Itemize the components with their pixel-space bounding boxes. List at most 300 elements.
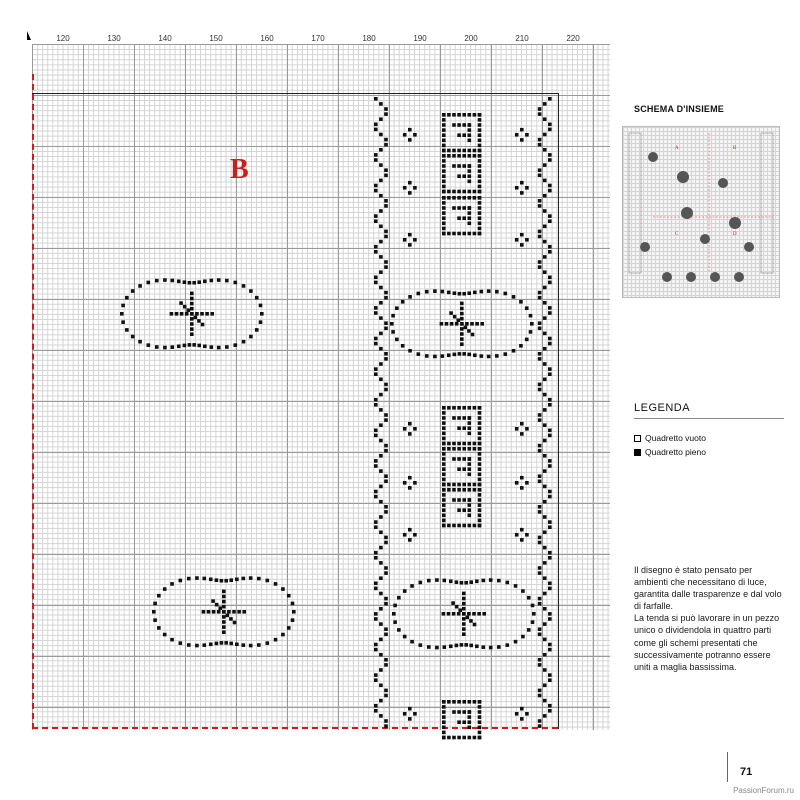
filled-cell bbox=[188, 281, 192, 285]
filled-cell bbox=[403, 589, 407, 593]
filled-cell bbox=[527, 596, 531, 600]
filled-cell bbox=[257, 577, 261, 581]
filled-cell bbox=[215, 642, 219, 646]
filled-cell bbox=[462, 483, 466, 487]
filled-cell bbox=[442, 196, 446, 200]
filled-cell bbox=[538, 694, 542, 698]
filled-cell bbox=[197, 280, 201, 284]
filled-cell bbox=[249, 289, 253, 293]
filled-cell bbox=[452, 524, 456, 528]
filled-cell bbox=[433, 289, 437, 293]
filled-cell bbox=[229, 617, 233, 621]
filled-cell bbox=[468, 514, 472, 518]
filled-cell bbox=[384, 663, 388, 667]
filled-cell bbox=[190, 322, 194, 326]
filled-cell bbox=[374, 704, 378, 708]
filled-cell bbox=[391, 330, 395, 334]
filled-cell bbox=[538, 510, 542, 514]
filled-cell bbox=[194, 316, 198, 320]
filled-cell bbox=[468, 447, 472, 451]
filled-cell bbox=[538, 566, 542, 570]
filled-cell bbox=[202, 610, 206, 614]
filled-cell bbox=[519, 300, 523, 304]
filled-cell bbox=[225, 345, 229, 349]
filled-cell bbox=[442, 705, 446, 709]
filled-cell bbox=[548, 306, 552, 310]
filled-cell bbox=[457, 483, 461, 487]
filled-cell bbox=[442, 411, 446, 415]
filled-cell bbox=[468, 113, 472, 117]
filled-cell bbox=[467, 291, 471, 295]
filled-cell bbox=[374, 520, 378, 524]
filled-cell bbox=[515, 481, 519, 485]
filled-cell bbox=[495, 354, 499, 358]
filled-cell bbox=[505, 581, 509, 585]
filled-cell bbox=[464, 326, 468, 330]
filled-cell bbox=[457, 406, 461, 410]
filled-cell bbox=[440, 322, 444, 326]
filled-cell bbox=[447, 149, 451, 153]
filled-cell bbox=[442, 524, 446, 528]
filled-cell bbox=[179, 579, 183, 583]
filled-cell bbox=[543, 179, 547, 183]
filled-cell bbox=[543, 408, 547, 412]
filled-cell bbox=[442, 473, 446, 477]
filled-cell bbox=[548, 123, 552, 127]
filled-cell bbox=[543, 316, 547, 320]
filled-cell bbox=[190, 307, 194, 311]
filled-cell bbox=[147, 281, 151, 285]
filled-cell bbox=[447, 483, 451, 487]
filled-cell bbox=[384, 291, 388, 295]
filled-cell bbox=[442, 118, 446, 122]
filled-cell bbox=[442, 128, 446, 132]
filled-cell bbox=[538, 536, 542, 540]
filled-cell bbox=[403, 533, 407, 537]
filled-cell bbox=[460, 322, 464, 326]
filled-cell bbox=[379, 362, 383, 366]
filled-cell bbox=[384, 536, 388, 540]
filled-cell bbox=[538, 199, 542, 203]
filled-cell bbox=[177, 344, 181, 348]
filled-cell bbox=[374, 97, 378, 101]
filled-cell bbox=[384, 112, 388, 116]
filled-cell bbox=[442, 232, 446, 236]
filled-cell bbox=[548, 429, 552, 433]
filled-cell bbox=[468, 128, 472, 132]
filled-cell bbox=[195, 312, 199, 316]
filled-cell bbox=[131, 289, 135, 293]
filled-cell bbox=[538, 474, 542, 478]
filled-cell bbox=[447, 154, 451, 158]
filled-cell bbox=[462, 467, 466, 471]
filled-cell bbox=[384, 174, 388, 178]
filled-cell bbox=[480, 290, 484, 294]
filled-cell bbox=[447, 736, 451, 740]
filled-cell bbox=[543, 469, 547, 473]
filled-cell bbox=[384, 357, 388, 361]
filled-cell bbox=[538, 627, 542, 631]
filled-cell bbox=[379, 638, 383, 642]
filled-cell bbox=[543, 638, 547, 642]
filled-cell bbox=[462, 607, 466, 611]
filled-cell bbox=[183, 344, 187, 348]
filled-cell bbox=[384, 719, 388, 723]
filled-cell bbox=[457, 720, 461, 724]
filled-cell bbox=[374, 342, 378, 346]
filled-cell bbox=[457, 612, 461, 616]
filled-cell bbox=[478, 196, 482, 200]
filled-cell bbox=[183, 305, 187, 309]
filled-cell bbox=[478, 715, 482, 719]
filled-cell bbox=[538, 719, 542, 723]
filled-cell bbox=[413, 427, 417, 431]
filled-cell bbox=[529, 330, 533, 334]
filled-cell bbox=[179, 301, 183, 305]
section-label: B bbox=[230, 154, 249, 185]
filled-cell bbox=[482, 579, 486, 583]
filled-cell bbox=[442, 452, 446, 456]
filled-cell bbox=[478, 123, 482, 127]
column-tick: 170 bbox=[311, 34, 325, 43]
filled-cell bbox=[435, 646, 439, 650]
filled-cell bbox=[374, 245, 378, 249]
filled-cell bbox=[233, 621, 237, 625]
filled-cell bbox=[538, 602, 542, 606]
filled-cell bbox=[452, 123, 456, 127]
filled-cell bbox=[515, 133, 519, 137]
filled-cell bbox=[442, 144, 446, 148]
filled-cell bbox=[538, 174, 542, 178]
filled-cell bbox=[440, 290, 444, 294]
filled-cell bbox=[543, 531, 547, 535]
filled-cell bbox=[538, 107, 542, 111]
filled-cell bbox=[379, 714, 383, 718]
filled-cell bbox=[462, 457, 466, 461]
filled-cell bbox=[543, 148, 547, 152]
filled-cell bbox=[447, 406, 451, 410]
filled-cell bbox=[468, 726, 472, 730]
filled-cell bbox=[543, 378, 547, 382]
filled-cell bbox=[374, 464, 378, 468]
filled-cell bbox=[384, 689, 388, 693]
filled-cell bbox=[462, 720, 466, 724]
filled-cell bbox=[384, 138, 388, 142]
filled-cell bbox=[462, 352, 466, 356]
filled-cell bbox=[543, 653, 547, 657]
filled-cell bbox=[442, 462, 446, 466]
filled-cell bbox=[442, 488, 446, 492]
filled-cell bbox=[452, 483, 456, 487]
filled-cell bbox=[419, 643, 423, 647]
filled-cell bbox=[478, 447, 482, 451]
filled-cell bbox=[233, 281, 237, 285]
filled-cell bbox=[525, 533, 529, 537]
filled-cell bbox=[538, 357, 542, 361]
filled-cell bbox=[468, 222, 472, 226]
filled-cell bbox=[468, 421, 472, 425]
filled-cell bbox=[453, 291, 457, 295]
filled-cell bbox=[379, 500, 383, 504]
filled-cell bbox=[374, 337, 378, 341]
filled-cell bbox=[480, 322, 484, 326]
filled-cell bbox=[401, 344, 405, 348]
filled-cell bbox=[401, 300, 405, 304]
filled-cell bbox=[538, 480, 542, 484]
filled-cell bbox=[163, 346, 167, 350]
filled-cell bbox=[468, 700, 472, 704]
filled-cell bbox=[478, 159, 482, 163]
filled-cell bbox=[478, 483, 482, 487]
filled-cell bbox=[403, 635, 407, 639]
filled-cell bbox=[462, 612, 466, 616]
filled-cell bbox=[408, 349, 412, 353]
filled-cell bbox=[460, 342, 464, 346]
overview-label-d: D bbox=[733, 232, 737, 237]
filled-cell bbox=[548, 612, 552, 616]
filled-cell bbox=[452, 113, 456, 117]
filled-cell bbox=[442, 222, 446, 226]
filled-cell bbox=[538, 291, 542, 295]
filled-cell bbox=[384, 383, 388, 387]
filled-cell bbox=[442, 447, 446, 451]
filled-cell bbox=[379, 408, 383, 412]
filled-cell bbox=[379, 179, 383, 183]
filled-cell bbox=[447, 442, 451, 446]
filled-cell bbox=[462, 524, 466, 528]
filled-cell bbox=[217, 278, 221, 282]
filled-cell bbox=[531, 604, 535, 608]
filled-cell bbox=[548, 214, 552, 218]
filled-cell bbox=[379, 316, 383, 320]
overview-thumbnail bbox=[622, 126, 780, 298]
filled-cell bbox=[138, 284, 142, 288]
filled-cell bbox=[242, 643, 246, 647]
filled-cell bbox=[543, 133, 547, 137]
filled-cell bbox=[529, 314, 533, 318]
filled-cell bbox=[548, 556, 552, 560]
filled-cell bbox=[211, 599, 215, 603]
filled-cell bbox=[478, 164, 482, 168]
filled-cell bbox=[447, 524, 451, 528]
filled-cell bbox=[457, 113, 461, 117]
filled-cell bbox=[457, 508, 461, 512]
filled-cell bbox=[442, 519, 446, 523]
filled-cell bbox=[538, 204, 542, 208]
filled-cell bbox=[548, 398, 552, 402]
filled-cell bbox=[458, 608, 462, 612]
filled-cell bbox=[419, 581, 423, 585]
filled-cell bbox=[259, 304, 263, 308]
filled-cell bbox=[442, 216, 446, 220]
filled-cell bbox=[462, 602, 466, 606]
filled-cell bbox=[442, 406, 446, 410]
filled-cell bbox=[408, 486, 412, 490]
filled-cell bbox=[505, 643, 509, 647]
filled-cell bbox=[475, 644, 479, 648]
filled-cell bbox=[531, 620, 535, 624]
filled-cell bbox=[457, 426, 461, 430]
filled-cell bbox=[457, 149, 461, 153]
filled-cell bbox=[442, 190, 446, 194]
filled-cell bbox=[452, 700, 456, 704]
filled-cell bbox=[453, 315, 457, 319]
filled-cell bbox=[125, 328, 129, 332]
filled-cell bbox=[548, 520, 552, 524]
filled-cell bbox=[548, 128, 552, 132]
filled-cell bbox=[374, 429, 378, 433]
filled-cell bbox=[442, 493, 446, 497]
filled-cell bbox=[543, 209, 547, 213]
filled-cell bbox=[548, 464, 552, 468]
filled-cell bbox=[445, 322, 449, 326]
filled-cell bbox=[447, 353, 451, 357]
filled-cell bbox=[209, 578, 213, 582]
filled-cell bbox=[274, 582, 278, 586]
filled-cell bbox=[170, 279, 174, 283]
filled-cell bbox=[452, 447, 456, 451]
filled-cell bbox=[515, 238, 519, 242]
filled-cell bbox=[442, 149, 446, 153]
filled-cell bbox=[384, 327, 388, 331]
filled-cell bbox=[374, 189, 378, 193]
filled-cell bbox=[543, 592, 547, 596]
filled-cell bbox=[457, 457, 461, 461]
filled-cell bbox=[408, 707, 412, 711]
filled-cell bbox=[384, 296, 388, 300]
filled-cell bbox=[468, 720, 472, 724]
filled-cell bbox=[538, 296, 542, 300]
filled-cell bbox=[457, 488, 461, 492]
filled-cell bbox=[374, 490, 378, 494]
filled-cell bbox=[478, 452, 482, 456]
filled-cell bbox=[442, 442, 446, 446]
column-tick: 150 bbox=[209, 34, 223, 43]
filled-cell bbox=[374, 184, 378, 188]
filled-cell bbox=[515, 533, 519, 537]
filled-cell bbox=[525, 427, 529, 431]
filled-cell bbox=[548, 587, 552, 591]
filled-cell bbox=[215, 603, 219, 607]
filled-cell bbox=[467, 329, 471, 333]
filled-cell bbox=[478, 493, 482, 497]
filled-cell bbox=[468, 149, 472, 153]
filled-cell bbox=[138, 340, 142, 344]
filled-cell bbox=[548, 678, 552, 682]
filled-cell bbox=[442, 159, 446, 163]
filled-cell bbox=[462, 292, 466, 296]
filled-cell bbox=[442, 426, 446, 430]
filled-cell bbox=[442, 503, 446, 507]
filled-cell bbox=[433, 355, 437, 359]
filled-cell bbox=[452, 416, 456, 420]
filled-cell bbox=[473, 353, 477, 357]
filled-cell bbox=[397, 628, 401, 632]
filled-cell bbox=[379, 148, 383, 152]
filled-cell bbox=[442, 467, 446, 471]
filled-cell bbox=[408, 243, 412, 247]
filled-cell bbox=[520, 538, 524, 542]
filled-cell bbox=[442, 457, 446, 461]
filled-cell bbox=[379, 240, 383, 244]
filled-cell bbox=[482, 612, 486, 616]
filled-cell bbox=[379, 347, 383, 351]
filled-cell bbox=[478, 426, 482, 430]
filled-cell bbox=[521, 635, 525, 639]
filled-cell bbox=[469, 580, 473, 584]
filled-cell bbox=[543, 607, 547, 611]
overview-label-c: C bbox=[675, 232, 679, 237]
filled-cell bbox=[408, 138, 412, 142]
filled-cell bbox=[408, 128, 412, 132]
filled-cell bbox=[120, 312, 124, 316]
filled-cell bbox=[220, 579, 224, 583]
filled-cell bbox=[265, 641, 269, 645]
filled-cell bbox=[462, 123, 466, 127]
filled-cell bbox=[462, 406, 466, 410]
filled-cell bbox=[473, 406, 477, 410]
filled-cell bbox=[449, 580, 453, 584]
filled-cell bbox=[455, 322, 459, 326]
filled-cell bbox=[478, 128, 482, 132]
filled-cell bbox=[473, 736, 477, 740]
filled-cell bbox=[456, 318, 460, 322]
filled-cell bbox=[543, 117, 547, 121]
filled-cell bbox=[374, 367, 378, 371]
filled-cell bbox=[503, 352, 507, 356]
filled-cell bbox=[413, 712, 417, 716]
filled-cell bbox=[390, 322, 394, 326]
filled-cell bbox=[478, 514, 482, 518]
filled-cell bbox=[374, 306, 378, 310]
filled-cell bbox=[384, 694, 388, 698]
filled-cell bbox=[520, 181, 524, 185]
filled-cell bbox=[203, 344, 207, 348]
filled-cell bbox=[462, 488, 466, 492]
filled-cell bbox=[425, 290, 429, 294]
filled-cell bbox=[281, 587, 285, 591]
filled-cell bbox=[520, 138, 524, 142]
filled-cell bbox=[190, 317, 194, 321]
filled-cell bbox=[457, 123, 461, 127]
filled-cell bbox=[442, 113, 446, 117]
description-paragraph-1: Il disegno è stato pensato per ambienti che necessitano di luce, garantita dalle trasparenze e dal volo di farfalle. bbox=[634, 565, 782, 612]
column-tick: 220 bbox=[566, 34, 580, 43]
filled-cell bbox=[478, 731, 482, 735]
filled-cell bbox=[440, 354, 444, 358]
filled-cell bbox=[538, 388, 542, 392]
filled-cell bbox=[473, 442, 477, 446]
filled-cell bbox=[468, 190, 472, 194]
filled-cell bbox=[457, 154, 461, 158]
empty-square-icon bbox=[634, 435, 641, 442]
filled-cell bbox=[225, 279, 229, 283]
filled-cell bbox=[543, 423, 547, 427]
filled-cell bbox=[442, 174, 446, 178]
filled-cell bbox=[408, 538, 412, 542]
filled-cell bbox=[452, 498, 456, 502]
filled-cell bbox=[478, 524, 482, 528]
filled-cell bbox=[384, 199, 388, 203]
filled-cell bbox=[384, 418, 388, 422]
filled-cell bbox=[478, 442, 482, 446]
filled-cell bbox=[457, 216, 461, 220]
filled-cell bbox=[462, 190, 466, 194]
filled-cell bbox=[468, 483, 472, 487]
filled-cell bbox=[291, 618, 295, 622]
filled-cell bbox=[543, 393, 547, 397]
filled-cell bbox=[525, 481, 529, 485]
